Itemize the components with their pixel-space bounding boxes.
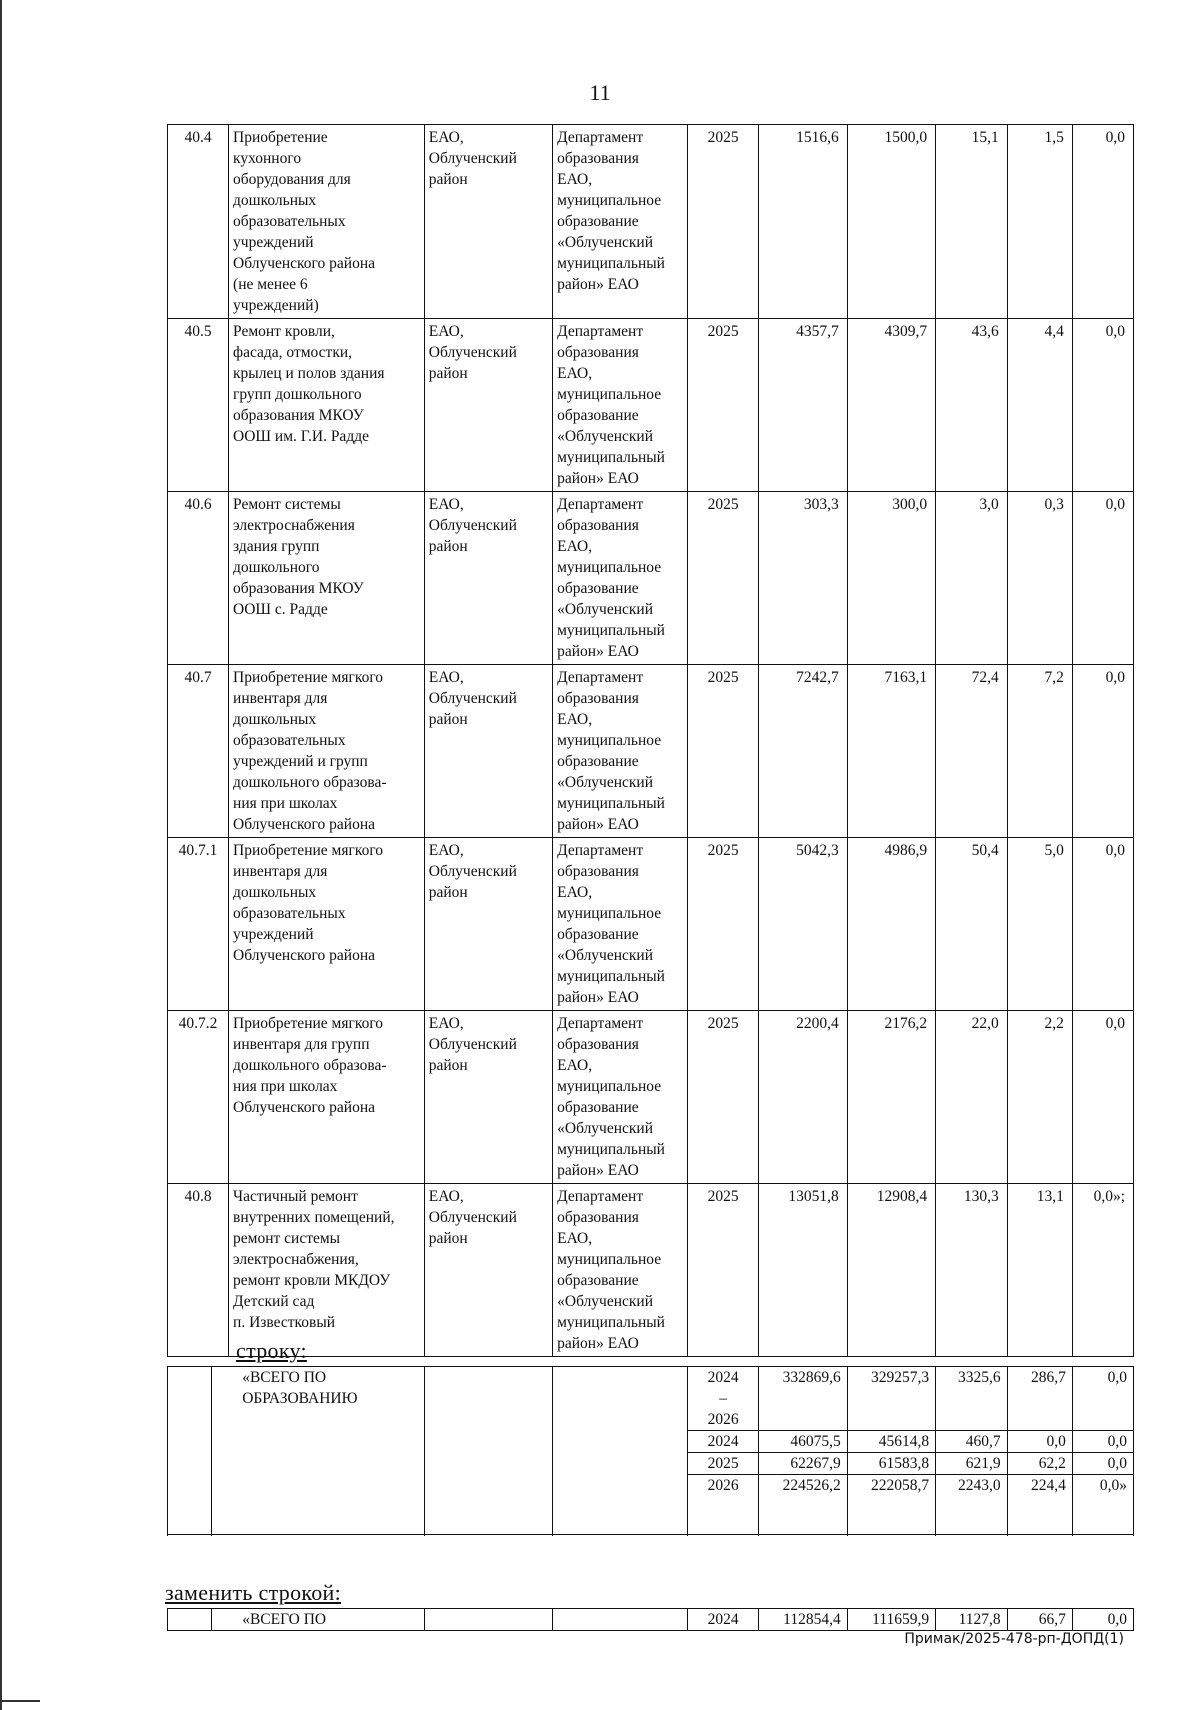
activity-name-cell: Приобретение мягкого инвентаря для дошкольных образовательных учреждений Облученского района — [229, 838, 425, 1011]
row-number-cell: 40.4 — [168, 125, 229, 319]
total-new-other-cell: 0,0 — [1072, 1609, 1133, 1631]
total-sum-cell: 62267,9 — [759, 1453, 847, 1475]
total-new-location-cell — [424, 1609, 552, 1631]
total-fed-cell: 329257,3 — [847, 1367, 935, 1431]
other-source-cell: 0,0 — [1072, 1011, 1133, 1184]
total-reg-cell: 621,9 — [936, 1453, 1008, 1475]
location-cell: ЕАО, Облученский район — [424, 1011, 552, 1184]
executor-cell: Департамент образования ЕАО, муниципальное образование «Облученский муниципальный район» ЕАО — [553, 319, 688, 492]
total-new-reg-cell: 1127,8 — [936, 1609, 1008, 1631]
activity-name-cell: Частичный ремонт внутренних помещений, ремонт системы электроснабжения, ремонт кровли МКДОУ Детский сад п. Известковый — [229, 1184, 425, 1357]
total-new-name-cell: «ВСЕГО ПО — [212, 1609, 425, 1631]
activity-name-cell: Ремонт системы электроснабжения здания групп дошкольного образования МКОУ ООШ с. Радде — [229, 492, 425, 665]
other-source-cell: 0,0 — [1072, 492, 1133, 665]
row-number-cell: 40.5 — [168, 319, 229, 492]
federal-budget-cell: 4986,9 — [847, 838, 935, 1011]
total-location-cell — [424, 1367, 552, 1535]
year-cell: 2025 — [687, 665, 759, 838]
row-number-cell: 40.7.1 — [168, 838, 229, 1011]
activity-row — [168, 838, 1134, 1011]
executor-cell: Департамент образования ЕАО, муниципальное образование «Облученский муниципальный район» ЕАО — [553, 838, 688, 1011]
page-number: 11 — [589, 80, 611, 105]
total-mun-cell: 62,2 — [1007, 1453, 1072, 1475]
federal-budget-cell: 7163,1 — [847, 665, 935, 838]
year-cell: 2025 — [687, 1011, 759, 1184]
other-source-cell: 0,0 — [1072, 125, 1133, 319]
regional-budget-cell: 72,4 — [936, 665, 1008, 838]
total-sum-cell: 224526,2 — [759, 1475, 847, 1535]
executor-cell: Департамент образования ЕАО, муниципальное образование «Облученский муниципальный район» ЕАО — [553, 492, 688, 665]
total-new-sum-cell: 112854,4 — [759, 1609, 847, 1631]
total-cell: 4357,7 — [759, 319, 847, 492]
municipal-budget-cell: 2,2 — [1007, 1011, 1072, 1184]
total-executor-cell — [553, 1367, 688, 1535]
location-cell: ЕАО, Облученский район — [424, 665, 552, 838]
scan-bottom-rule — [0, 1700, 40, 1702]
total-reg-cell: 2243,0 — [936, 1475, 1008, 1535]
total-cell: 7242,7 — [759, 665, 847, 838]
row-number-cell: 40.7 — [168, 665, 229, 838]
total-fed-cell: 222058,7 — [847, 1475, 935, 1535]
executor-cell: Департамент образования ЕАО, муниципальное образование «Облученский муниципальный район» ЕАО — [553, 1011, 688, 1184]
activities-table — [167, 124, 1134, 1357]
total-other-cell: 0,0 — [1072, 1431, 1133, 1453]
federal-budget-cell: 12908,4 — [847, 1184, 935, 1357]
total-mun-cell: 0,0 — [1007, 1431, 1072, 1453]
municipal-budget-cell: 4,4 — [1007, 319, 1072, 492]
activity-name-cell: Приобретение кухонного оборудования для дошкольных образовательных учреждений Облученского района (не менее 6 учреждений) — [229, 125, 425, 319]
activity-name-cell: Ремонт кровли, фасада, отмостки, крылец и полов здания групп дошкольного образования МКОУ ООШ им. Г.И. Радде — [229, 319, 425, 492]
total-year-cell: 2024 – 2026 — [687, 1367, 759, 1431]
year-cell: 2025 — [687, 319, 759, 492]
total-new-row — [168, 1609, 1134, 1631]
activity-row — [168, 665, 1134, 838]
total-new-fed-cell: 111659,9 — [847, 1609, 935, 1631]
activity-row — [168, 1184, 1134, 1357]
other-source-cell: 0,0 — [1072, 665, 1133, 838]
activity-row — [168, 319, 1134, 492]
municipal-budget-cell: 7,2 — [1007, 665, 1072, 838]
regional-budget-cell: 15,1 — [936, 125, 1008, 319]
location-cell: ЕАО, Облученский район — [424, 319, 552, 492]
activity-row — [168, 1011, 1134, 1184]
total-year-cell: 2024 — [687, 1431, 759, 1453]
regional-budget-cell: 43,6 — [936, 319, 1008, 492]
total-other-cell: 0,0» — [1072, 1475, 1133, 1535]
total-mun-cell: 224,4 — [1007, 1475, 1072, 1535]
row-number-cell: 40.6 — [168, 492, 229, 665]
total-old-row-1 — [168, 1367, 1134, 1431]
total-new-mun-cell: 66,7 — [1007, 1609, 1072, 1631]
executor-cell: Департамент образования ЕАО, муниципальное образование «Облученский муниципальный район» ЕАО — [553, 125, 688, 319]
activity-name-cell: Приобретение мягкого инвентаря для дошкольных образовательных учреждений и групп дошкольного образова- ния при школах Облученского района — [229, 665, 425, 838]
total-cell: 303,3 — [759, 492, 847, 665]
scan-edge-line — [0, 0, 2, 1710]
total-num-cell — [168, 1367, 212, 1535]
total-new-executor-cell — [553, 1609, 688, 1631]
total-sum-cell: 332869,6 — [759, 1367, 847, 1431]
total-other-cell: 0,0 — [1072, 1367, 1133, 1431]
year-cell: 2025 — [687, 838, 759, 1011]
municipal-budget-cell: 5,0 — [1007, 838, 1072, 1011]
total-reg-cell: 460,7 — [936, 1431, 1008, 1453]
total-reg-cell: 3325,6 — [936, 1367, 1008, 1431]
other-source-cell: 0,0 — [1072, 838, 1133, 1011]
total-new-num-cell — [168, 1609, 212, 1631]
municipal-budget-cell: 13,1 — [1007, 1184, 1072, 1357]
location-cell: ЕАО, Облученский район — [424, 1184, 552, 1357]
location-cell: ЕАО, Облученский район — [424, 838, 552, 1011]
total-other-cell: 0,0 — [1072, 1453, 1133, 1475]
total-cell: 5042,3 — [759, 838, 847, 1011]
replace-with-label: заменить строкой: — [165, 1580, 342, 1605]
total-mun-cell: 286,7 — [1007, 1367, 1072, 1431]
row-number-cell: 40.7.2 — [168, 1011, 229, 1184]
total-year-cell: 2026 — [687, 1475, 759, 1535]
total-new-table — [167, 1608, 1134, 1631]
municipal-budget-cell: 0,3 — [1007, 492, 1072, 665]
federal-budget-cell: 4309,7 — [847, 319, 935, 492]
federal-budget-cell: 2176,2 — [847, 1011, 935, 1184]
activity-row — [168, 492, 1134, 665]
federal-budget-cell: 1500,0 — [847, 125, 935, 319]
activity-name-cell: Приобретение мягкого инвентаря для групп дошкольного образова- ния при школах Облученского района — [229, 1011, 425, 1184]
year-cell: 2025 — [687, 492, 759, 665]
regional-budget-cell: 50,4 — [936, 838, 1008, 1011]
location-cell: ЕАО, Облученский район — [424, 125, 552, 319]
total-new-year-cell: 2024 — [687, 1609, 759, 1631]
total-fed-cell: 61583,8 — [847, 1453, 935, 1475]
total-old-table — [167, 1366, 1134, 1535]
year-cell: 2025 — [687, 1184, 759, 1357]
other-source-cell: 0,0»; — [1072, 1184, 1133, 1357]
total-name-cell: «ВСЕГО ПО ОБРАЗОВАНИЮ — [212, 1367, 425, 1535]
row-number-cell: 40.8 — [168, 1184, 229, 1357]
total-cell: 13051,8 — [759, 1184, 847, 1357]
regional-budget-cell: 3,0 — [936, 492, 1008, 665]
location-cell: ЕАО, Облученский район — [424, 492, 552, 665]
regional-budget-cell: 22,0 — [936, 1011, 1008, 1184]
total-sum-cell: 46075,5 — [759, 1431, 847, 1453]
year-cell: 2025 — [687, 125, 759, 319]
total-cell: 1516,6 — [759, 125, 847, 319]
document-footer-code: Примак/2025-478-рп-ДОПД(1) — [904, 1631, 1124, 1647]
total-fed-cell: 45614,8 — [847, 1431, 935, 1453]
total-year-cell: 2025 — [687, 1453, 759, 1475]
other-source-cell: 0,0 — [1072, 319, 1133, 492]
total-cell: 2200,4 — [759, 1011, 847, 1184]
executor-cell: Департамент образования ЕАО, муниципальное образование «Облученский муниципальный район» ЕАО — [553, 665, 688, 838]
municipal-budget-cell: 1,5 — [1007, 125, 1072, 319]
activity-row — [168, 125, 1134, 319]
replace-row-label: строку: — [236, 1338, 307, 1363]
federal-budget-cell: 300,0 — [847, 492, 935, 665]
regional-budget-cell: 130,3 — [936, 1184, 1008, 1357]
executor-cell: Департамент образования ЕАО, муниципальное образование «Облученский муниципальный район» ЕАО — [553, 1184, 688, 1357]
